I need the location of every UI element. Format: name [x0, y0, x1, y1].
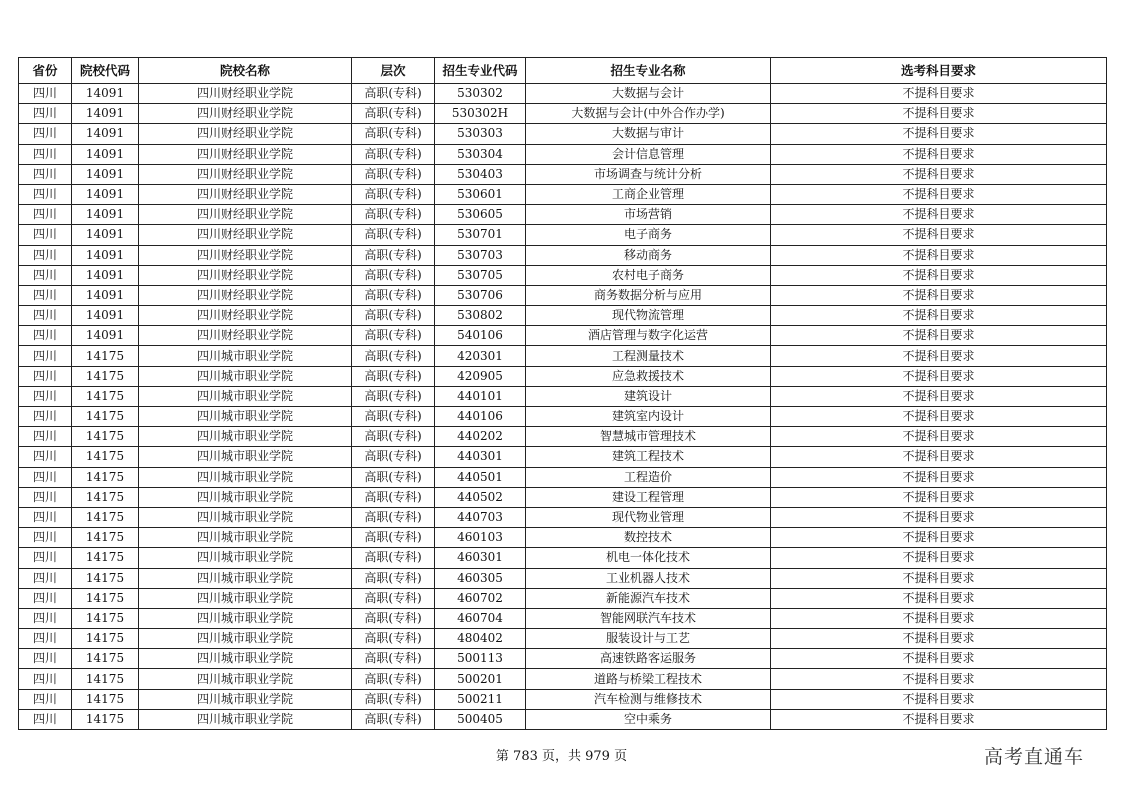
cell-major-code: 440502	[435, 487, 526, 507]
cell-school-code: 14175	[72, 689, 139, 709]
cell-level: 高职(专科)	[352, 306, 435, 326]
header-major-name: 招生专业名称	[526, 58, 771, 84]
cell-major-code: 420905	[435, 366, 526, 386]
table-row	[19, 346, 1107, 366]
cell-subject-requirement: 不提科目要求	[771, 407, 1107, 427]
cell-school-name: 四川城市职业学院	[139, 386, 352, 406]
header-school-code: 院校代码	[72, 58, 139, 84]
table-row	[19, 285, 1107, 305]
header-subject-requirement: 选考科目要求	[771, 58, 1107, 84]
table-row	[19, 528, 1107, 548]
header-province: 省份	[19, 58, 72, 84]
cell-province: 四川	[19, 487, 72, 507]
cell-major-name: 大数据与审计	[526, 124, 771, 144]
table-row	[19, 568, 1107, 588]
cell-school-code: 14175	[72, 568, 139, 588]
table-row	[19, 265, 1107, 285]
cell-level: 高职(专科)	[352, 285, 435, 305]
cell-major-name: 市场营销	[526, 205, 771, 225]
admissions-table	[18, 57, 1107, 730]
cell-subject-requirement: 不提科目要求	[771, 386, 1107, 406]
table-row	[19, 689, 1107, 709]
cell-major-name: 会计信息管理	[526, 144, 771, 164]
cell-province: 四川	[19, 427, 72, 447]
cell-level: 高职(专科)	[352, 588, 435, 608]
cell-school-code: 14091	[72, 225, 139, 245]
table-header	[19, 58, 1107, 84]
cell-school-name: 四川财经职业学院	[139, 104, 352, 124]
cell-school-name: 四川财经职业学院	[139, 326, 352, 346]
cell-school-code: 14175	[72, 447, 139, 467]
cell-level: 高职(专科)	[352, 265, 435, 285]
cell-major-name: 市场调查与统计分析	[526, 164, 771, 184]
cell-school-code: 14175	[72, 588, 139, 608]
table-row	[19, 306, 1107, 326]
cell-school-name: 四川城市职业学院	[139, 608, 352, 628]
cell-major-code: 530802	[435, 306, 526, 326]
cell-level: 高职(专科)	[352, 225, 435, 245]
cell-subject-requirement: 不提科目要求	[771, 709, 1107, 729]
cell-major-name: 现代物业管理	[526, 507, 771, 527]
cell-school-name: 四川城市职业学院	[139, 548, 352, 568]
cell-major-name: 现代物流管理	[526, 306, 771, 326]
cell-major-name: 工程造价	[526, 467, 771, 487]
cell-subject-requirement: 不提科目要求	[771, 608, 1107, 628]
cell-subject-requirement: 不提科目要求	[771, 326, 1107, 346]
cell-major-name: 移动商务	[526, 245, 771, 265]
table-row	[19, 84, 1107, 104]
table-row	[19, 629, 1107, 649]
cell-school-name: 四川城市职业学院	[139, 467, 352, 487]
cell-province: 四川	[19, 205, 72, 225]
cell-school-code: 14175	[72, 669, 139, 689]
cell-major-code: 440202	[435, 427, 526, 447]
cell-major-name: 高速铁路客运服务	[526, 649, 771, 669]
cell-major-name: 服装设计与工艺	[526, 629, 771, 649]
cell-school-name: 四川城市职业学院	[139, 487, 352, 507]
cell-major-name: 建筑设计	[526, 386, 771, 406]
cell-province: 四川	[19, 265, 72, 285]
cell-school-code: 14091	[72, 124, 139, 144]
cell-province: 四川	[19, 326, 72, 346]
cell-major-code: 500405	[435, 709, 526, 729]
cell-province: 四川	[19, 689, 72, 709]
table-row	[19, 447, 1107, 467]
cell-major-code: 460702	[435, 588, 526, 608]
cell-level: 高职(专科)	[352, 669, 435, 689]
table-row	[19, 507, 1107, 527]
cell-school-code: 14175	[72, 386, 139, 406]
cell-subject-requirement: 不提科目要求	[771, 528, 1107, 548]
cell-major-code: 530302	[435, 84, 526, 104]
cell-subject-requirement: 不提科目要求	[771, 507, 1107, 527]
cell-school-name: 四川城市职业学院	[139, 649, 352, 669]
cell-level: 高职(专科)	[352, 649, 435, 669]
admissions-table-container	[18, 57, 1106, 730]
cell-major-code: 440703	[435, 507, 526, 527]
table-row	[19, 407, 1107, 427]
cell-level: 高职(专科)	[352, 447, 435, 467]
cell-province: 四川	[19, 104, 72, 124]
cell-school-name: 四川城市职业学院	[139, 346, 352, 366]
cell-province: 四川	[19, 649, 72, 669]
table-row	[19, 144, 1107, 164]
cell-subject-requirement: 不提科目要求	[771, 447, 1107, 467]
cell-major-code: 500113	[435, 649, 526, 669]
cell-major-code: 440301	[435, 447, 526, 467]
cell-level: 高职(专科)	[352, 366, 435, 386]
cell-level: 高职(专科)	[352, 608, 435, 628]
cell-school-code: 14175	[72, 649, 139, 669]
cell-school-code: 14175	[72, 487, 139, 507]
cell-major-code: 530601	[435, 184, 526, 204]
cell-level: 高职(专科)	[352, 467, 435, 487]
cell-subject-requirement: 不提科目要求	[771, 104, 1107, 124]
cell-subject-requirement: 不提科目要求	[771, 588, 1107, 608]
cell-school-name: 四川财经职业学院	[139, 225, 352, 245]
cell-school-name: 四川城市职业学院	[139, 709, 352, 729]
cell-province: 四川	[19, 608, 72, 628]
table-row	[19, 548, 1107, 568]
cell-school-name: 四川城市职业学院	[139, 689, 352, 709]
cell-school-code: 14175	[72, 427, 139, 447]
table-row	[19, 326, 1107, 346]
cell-province: 四川	[19, 629, 72, 649]
cell-province: 四川	[19, 447, 72, 467]
cell-school-name: 四川城市职业学院	[139, 366, 352, 386]
cell-province: 四川	[19, 568, 72, 588]
cell-major-name: 农村电子商务	[526, 265, 771, 285]
cell-major-code: 460704	[435, 608, 526, 628]
cell-school-name: 四川城市职业学院	[139, 427, 352, 447]
cell-subject-requirement: 不提科目要求	[771, 568, 1107, 588]
cell-school-code: 14175	[72, 629, 139, 649]
cell-subject-requirement: 不提科目要求	[771, 124, 1107, 144]
cell-school-name: 四川财经职业学院	[139, 205, 352, 225]
cell-province: 四川	[19, 124, 72, 144]
cell-school-code: 14175	[72, 548, 139, 568]
cell-major-name: 建筑室内设计	[526, 407, 771, 427]
cell-major-code: 530302H	[435, 104, 526, 124]
table-row	[19, 649, 1107, 669]
table-row	[19, 366, 1107, 386]
cell-major-name: 酒店管理与数字化运营	[526, 326, 771, 346]
cell-school-code: 14175	[72, 366, 139, 386]
cell-subject-requirement: 不提科目要求	[771, 265, 1107, 285]
cell-subject-requirement: 不提科目要求	[771, 144, 1107, 164]
cell-province: 四川	[19, 346, 72, 366]
cell-school-code: 14091	[72, 205, 139, 225]
cell-subject-requirement: 不提科目要求	[771, 487, 1107, 507]
cell-major-name: 建设工程管理	[526, 487, 771, 507]
table-row	[19, 588, 1107, 608]
cell-school-code: 14091	[72, 285, 139, 305]
cell-province: 四川	[19, 184, 72, 204]
cell-major-code: 500211	[435, 689, 526, 709]
table-row	[19, 184, 1107, 204]
cell-province: 四川	[19, 366, 72, 386]
cell-school-code: 14175	[72, 528, 139, 548]
cell-level: 高职(专科)	[352, 507, 435, 527]
cell-school-name: 四川财经职业学院	[139, 245, 352, 265]
cell-major-name: 数控技术	[526, 528, 771, 548]
cell-major-code: 440101	[435, 386, 526, 406]
cell-major-code: 530304	[435, 144, 526, 164]
cell-school-code: 14175	[72, 346, 139, 366]
cell-school-code: 14091	[72, 144, 139, 164]
cell-school-name: 四川城市职业学院	[139, 447, 352, 467]
cell-major-name: 空中乘务	[526, 709, 771, 729]
cell-school-code: 14091	[72, 104, 139, 124]
cell-level: 高职(专科)	[352, 184, 435, 204]
cell-province: 四川	[19, 386, 72, 406]
cell-subject-requirement: 不提科目要求	[771, 84, 1107, 104]
cell-major-name: 建筑工程技术	[526, 447, 771, 467]
cell-school-name: 四川城市职业学院	[139, 629, 352, 649]
cell-school-name: 四川城市职业学院	[139, 507, 352, 527]
cell-province: 四川	[19, 84, 72, 104]
cell-major-code: 530706	[435, 285, 526, 305]
cell-level: 高职(专科)	[352, 326, 435, 346]
cell-province: 四川	[19, 467, 72, 487]
cell-major-code: 530703	[435, 245, 526, 265]
cell-level: 高职(专科)	[352, 528, 435, 548]
cell-level: 高职(专科)	[352, 245, 435, 265]
cell-major-code: 500201	[435, 669, 526, 689]
table-row	[19, 608, 1107, 628]
cell-school-code: 14091	[72, 306, 139, 326]
cell-level: 高职(专科)	[352, 689, 435, 709]
cell-subject-requirement: 不提科目要求	[771, 346, 1107, 366]
cell-school-name: 四川财经职业学院	[139, 306, 352, 326]
cell-school-name: 四川城市职业学院	[139, 407, 352, 427]
table-row	[19, 669, 1107, 689]
cell-major-code: 530701	[435, 225, 526, 245]
cell-subject-requirement: 不提科目要求	[771, 629, 1107, 649]
cell-level: 高职(专科)	[352, 487, 435, 507]
page-number-footer: 第 783 页，共 979 页	[495, 749, 628, 764]
cell-subject-requirement: 不提科目要求	[771, 467, 1107, 487]
cell-subject-requirement: 不提科目要求	[771, 649, 1107, 669]
cell-major-code: 420301	[435, 346, 526, 366]
cell-school-name: 四川财经职业学院	[139, 265, 352, 285]
cell-major-name: 商务数据分析与应用	[526, 285, 771, 305]
cell-major-name: 新能源汽车技术	[526, 588, 771, 608]
cell-major-code: 460103	[435, 528, 526, 548]
cell-major-name: 大数据与会计(中外合作办学)	[526, 104, 771, 124]
cell-major-code: 530705	[435, 265, 526, 285]
table-row	[19, 386, 1107, 406]
cell-major-name: 工商企业管理	[526, 184, 771, 204]
cell-province: 四川	[19, 285, 72, 305]
cell-school-name: 四川城市职业学院	[139, 588, 352, 608]
cell-subject-requirement: 不提科目要求	[771, 427, 1107, 447]
cell-major-code: 440501	[435, 467, 526, 487]
table-row	[19, 124, 1107, 144]
cell-major-name: 大数据与会计	[526, 84, 771, 104]
cell-school-name: 四川财经职业学院	[139, 84, 352, 104]
header-level: 层次	[352, 58, 435, 84]
cell-major-name: 应急救援技术	[526, 366, 771, 386]
cell-subject-requirement: 不提科目要求	[771, 184, 1107, 204]
cell-major-name: 电子商务	[526, 225, 771, 245]
cell-major-code: 460305	[435, 568, 526, 588]
cell-major-name: 智能网联汽车技术	[526, 608, 771, 628]
cell-school-name: 四川财经职业学院	[139, 164, 352, 184]
cell-school-code: 14175	[72, 467, 139, 487]
cell-subject-requirement: 不提科目要求	[771, 669, 1107, 689]
cell-level: 高职(专科)	[352, 386, 435, 406]
cell-level: 高职(专科)	[352, 407, 435, 427]
cell-school-code: 14091	[72, 84, 139, 104]
cell-province: 四川	[19, 225, 72, 245]
table-row	[19, 709, 1107, 729]
table-row	[19, 164, 1107, 184]
cell-level: 高职(专科)	[352, 104, 435, 124]
cell-major-code: 530605	[435, 205, 526, 225]
cell-level: 高职(专科)	[352, 568, 435, 588]
header-row	[19, 58, 1107, 84]
cell-level: 高职(专科)	[352, 84, 435, 104]
cell-school-name: 四川财经职业学院	[139, 184, 352, 204]
table-row	[19, 487, 1107, 507]
cell-school-code: 14175	[72, 407, 139, 427]
cell-province: 四川	[19, 245, 72, 265]
cell-level: 高职(专科)	[352, 427, 435, 447]
cell-province: 四川	[19, 407, 72, 427]
cell-major-name: 道路与桥梁工程技术	[526, 669, 771, 689]
table-body	[19, 84, 1107, 730]
cell-level: 高职(专科)	[352, 346, 435, 366]
cell-province: 四川	[19, 306, 72, 326]
cell-subject-requirement: 不提科目要求	[771, 366, 1107, 386]
cell-level: 高职(专科)	[352, 205, 435, 225]
cell-level: 高职(专科)	[352, 144, 435, 164]
cell-school-code: 14175	[72, 507, 139, 527]
cell-province: 四川	[19, 548, 72, 568]
cell-subject-requirement: 不提科目要求	[771, 164, 1107, 184]
cell-major-code: 530303	[435, 124, 526, 144]
cell-school-name: 四川财经职业学院	[139, 285, 352, 305]
cell-major-code: 440106	[435, 407, 526, 427]
cell-level: 高职(专科)	[352, 548, 435, 568]
cell-school-code: 14091	[72, 164, 139, 184]
cell-school-code: 14091	[72, 184, 139, 204]
watermark-text: 高考直通车	[984, 746, 1085, 768]
cell-subject-requirement: 不提科目要求	[771, 689, 1107, 709]
header-major-code: 招生专业代码	[435, 58, 526, 84]
cell-subject-requirement: 不提科目要求	[771, 548, 1107, 568]
table-row	[19, 245, 1107, 265]
table-row	[19, 205, 1107, 225]
cell-level: 高职(专科)	[352, 629, 435, 649]
cell-major-name: 工程测量技术	[526, 346, 771, 366]
cell-school-name: 四川城市职业学院	[139, 528, 352, 548]
cell-major-name: 机电一体化技术	[526, 548, 771, 568]
cell-province: 四川	[19, 528, 72, 548]
table-row	[19, 225, 1107, 245]
cell-school-name: 四川城市职业学院	[139, 568, 352, 588]
cell-school-code: 14175	[72, 608, 139, 628]
cell-province: 四川	[19, 709, 72, 729]
cell-subject-requirement: 不提科目要求	[771, 205, 1107, 225]
cell-subject-requirement: 不提科目要求	[771, 225, 1107, 245]
cell-province: 四川	[19, 588, 72, 608]
cell-school-code: 14091	[72, 245, 139, 265]
cell-school-name: 四川财经职业学院	[139, 144, 352, 164]
cell-major-name: 工业机器人技术	[526, 568, 771, 588]
table-row	[19, 467, 1107, 487]
table-row	[19, 427, 1107, 447]
cell-school-code: 14091	[72, 265, 139, 285]
cell-major-name: 智慧城市管理技术	[526, 427, 771, 447]
cell-major-name: 汽车检测与维修技术	[526, 689, 771, 709]
header-school-name: 院校名称	[139, 58, 352, 84]
cell-school-name: 四川财经职业学院	[139, 124, 352, 144]
cell-province: 四川	[19, 144, 72, 164]
cell-school-code: 14175	[72, 709, 139, 729]
cell-major-code: 460301	[435, 548, 526, 568]
cell-level: 高职(专科)	[352, 164, 435, 184]
cell-province: 四川	[19, 164, 72, 184]
table-row	[19, 104, 1107, 124]
cell-subject-requirement: 不提科目要求	[771, 285, 1107, 305]
cell-major-code: 480402	[435, 629, 526, 649]
cell-school-name: 四川城市职业学院	[139, 669, 352, 689]
cell-province: 四川	[19, 669, 72, 689]
cell-level: 高职(专科)	[352, 124, 435, 144]
cell-subject-requirement: 不提科目要求	[771, 245, 1107, 265]
cell-level: 高职(专科)	[352, 709, 435, 729]
cell-province: 四川	[19, 507, 72, 527]
cell-major-code: 530403	[435, 164, 526, 184]
cell-school-code: 14091	[72, 326, 139, 346]
cell-subject-requirement: 不提科目要求	[771, 306, 1107, 326]
cell-major-code: 540106	[435, 326, 526, 346]
